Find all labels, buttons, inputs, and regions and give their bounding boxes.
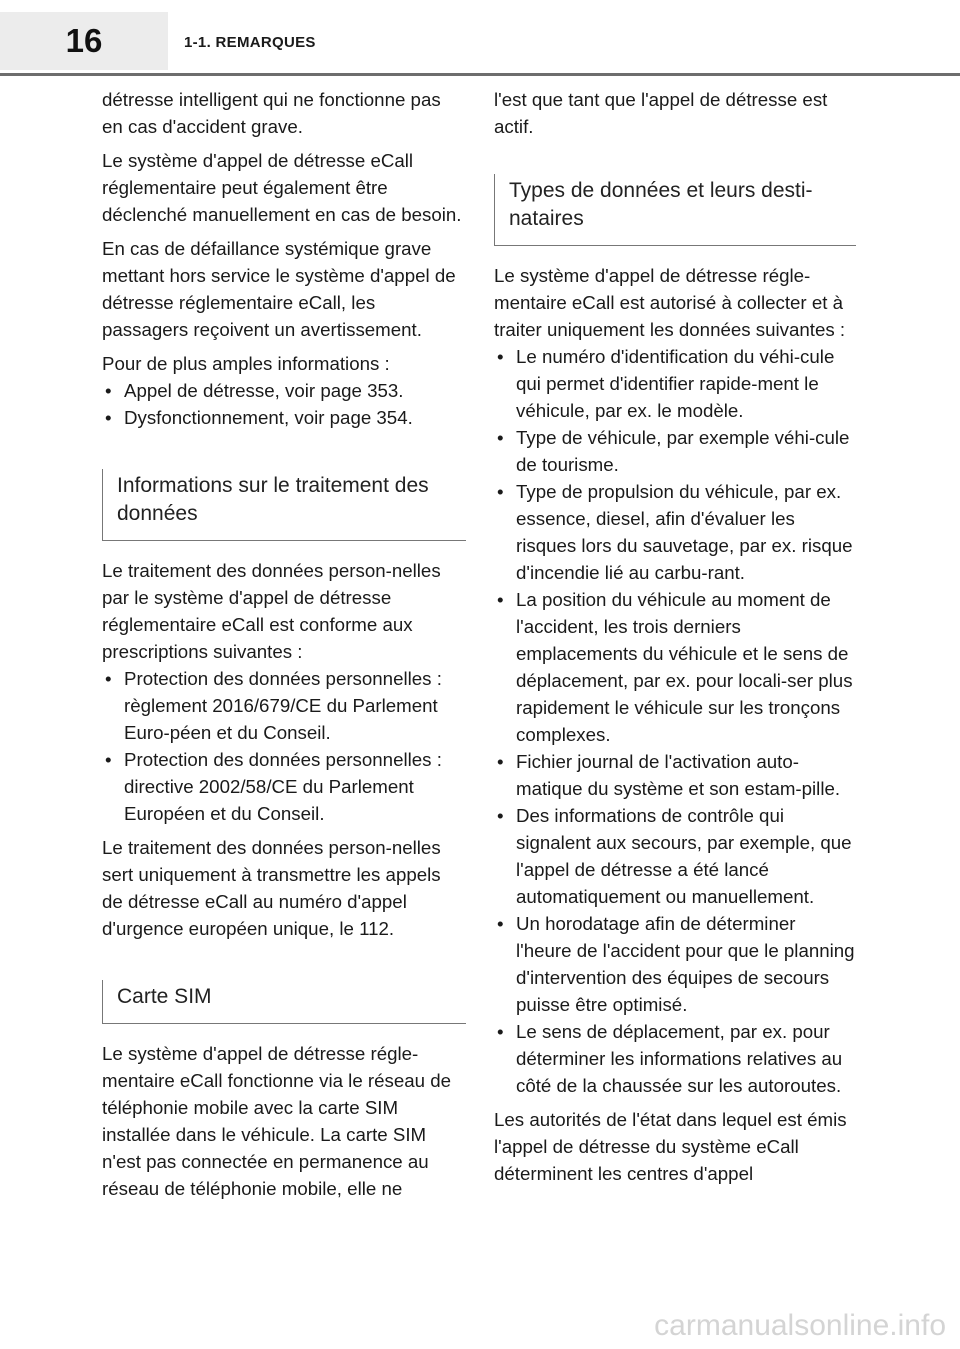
page-number: 16 [0,12,168,70]
bullet-icon: • [497,751,504,772]
header-divider [0,73,960,76]
paragraph: Le traitement des données person-nelles sert uniquement à transmettre les appels de détresse eCall au numéro d'appel d'urgence européen unique, le 112. [102,837,441,939]
list-item: • La position du véhicule au moment de l'accident, les trois derniers emplacements du véhicule et le sens de déplacement, par ex. pour locali-ser plus rapidement le véhicule sur les tronçons complexes. [494,586,856,748]
bullet-icon: • [105,749,112,770]
list-item: • Protection des données personnelles : règlement 2016/679/CE du Parlement Euro-péen et du Conseil. [102,665,466,746]
paragraph: Le système d'appel de détresse régle-mentaire eCall est autorisé à collecter et à traiter uniquement les données suivantes : [494,265,846,340]
section-heading: Carte SIM [102,980,466,1024]
bullet-icon: • [497,346,504,367]
section-heading: Types de données et leurs desti-nataires [494,174,856,246]
bullet-icon: • [497,805,504,826]
bullet-list [102,665,466,827]
list-item: • Le sens de déplacement, par ex. pour déterminer les informations relatives au côté de la chaussée sur les autoroutes. [494,1018,856,1099]
paragraph: l'est que tant que l'appel de détresse est actif. [494,89,828,137]
right-column [494,86,856,1194]
watermark: carmanualsonline.info [654,1309,946,1342]
list-item: • Type de véhicule, par exemple véhi-cule de tourisme. [494,424,856,478]
bullet-list [102,377,466,431]
list-item: • Fichier journal de l'activation auto-matique du système et son estam-pille. [494,748,856,802]
list-item: • Dysfonctionnement, voir page 354. [102,404,466,431]
bullet-icon: • [105,380,112,401]
bullet-icon: • [497,1021,504,1042]
list-item: • Appel de détresse, voir page 353. [102,377,466,404]
list-item: • Le numéro d'identification du véhi-cule qui permet d'identifier rapide-ment le véhicule, par ex. le modèle. [494,343,856,424]
chapter-title: 1-1. REMARQUES [184,34,316,51]
left-column [102,86,466,1209]
section-heading: Informations sur le traitement des données [102,469,466,541]
bullet-icon: • [497,913,504,934]
list-item: • Un horodatage afin de déterminer l'heure de l'accident pour que le planning d'intervention des équipes de secours puisse être optimisé. [494,910,856,1018]
list-item: • Des informations de contrôle qui signalent aux secours, par exemple, que l'appel de détresse a été lancé automatiquement ou manuellement. [494,802,856,910]
paragraph: Le système d'appel de détresse eCall réglementaire peut également être déclenché manuellement en cas de besoin. [102,150,462,225]
list-item: • Protection des données personnelles : directive 2002/58/CE du Parlement Européen et du Conseil. [102,746,466,827]
bullet-icon: • [497,481,504,502]
paragraph: Les autorités de l'état dans lequel est émis l'appel de détresse du système eCall déterminent les centres d'appel [494,1109,847,1184]
list-item: • Type de propulsion du véhicule, par ex. essence, diesel, afin d'évaluer les risques lors du sauvetage, par ex. risque d'incendie lié au carbu-rant. [494,478,856,586]
page-header [0,0,960,78]
paragraph: Pour de plus amples informations : [102,353,390,374]
paragraph: En cas de défaillance systémique grave mettant hors service le système d'appel de détresse réglementaire eCall, les passagers reçoivent un avertissement. [102,238,456,340]
paragraph: Le traitement des données person-nelles par le système d'appel de détresse réglementaire eCall est conforme aux prescriptions suivantes : [102,560,441,662]
bullet-icon: • [105,668,112,689]
bullet-icon: • [497,589,504,610]
paragraph: Le système d'appel de détresse régle-mentaire eCall fonctionne via le réseau de téléphonie mobile avec la carte SIM installée dans le véhicule. La carte SIM n'est pas connectée en permanence au réseau de téléphonie mobile, elle ne [102,1043,452,1199]
bullet-icon: • [497,427,504,448]
paragraph: détresse intelligent qui ne fonctionne pas en cas d'accident grave. [102,89,441,137]
bullet-icon: • [105,407,112,428]
bullet-list [494,343,856,1099]
